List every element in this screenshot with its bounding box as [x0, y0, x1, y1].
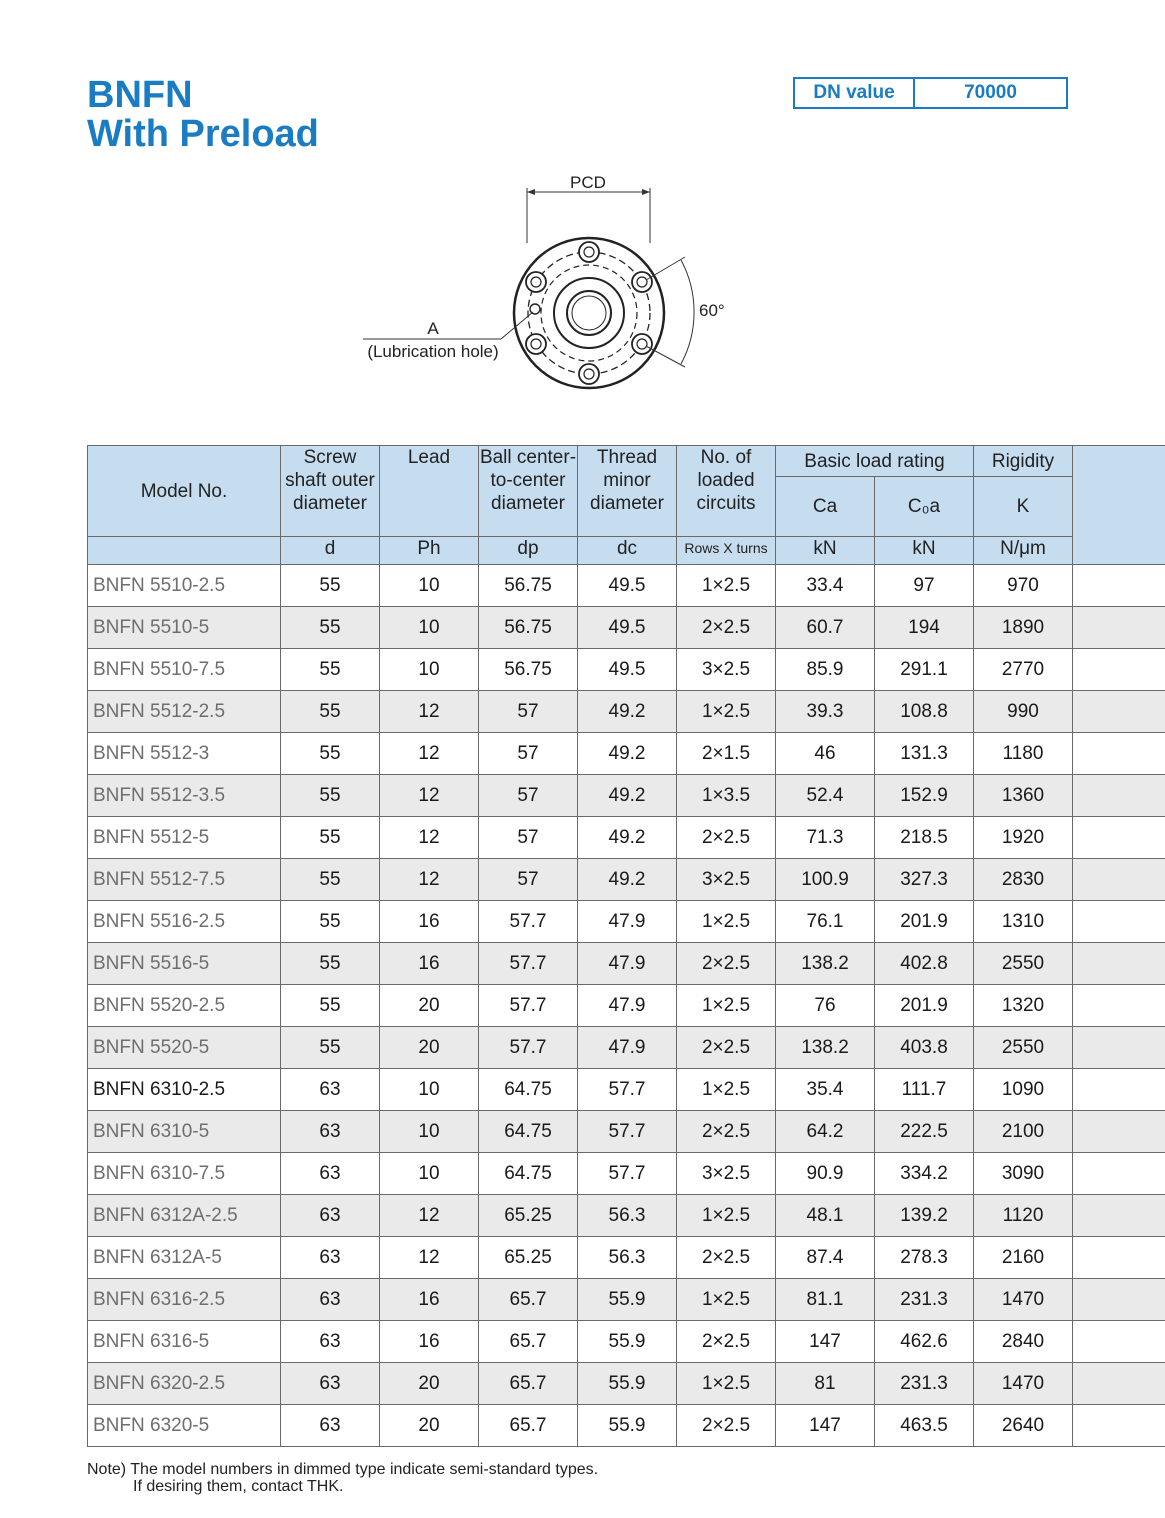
lead-cell: 12 [380, 1237, 479, 1279]
lead-cell: 20 [380, 1027, 479, 1069]
spec-table [87, 445, 1165, 1447]
ball-diameter-cell: 57 [479, 817, 578, 859]
lead-cell: 10 [380, 607, 479, 649]
lead-cell: 12 [380, 817, 479, 859]
screw-diameter-cell: 55 [281, 817, 380, 859]
circuits-cell: 1×2.5 [677, 901, 776, 943]
lead-cell: 12 [380, 691, 479, 733]
lead-cell: 10 [380, 1153, 479, 1195]
ball-diameter-cell: 65.7 [479, 1405, 578, 1447]
angle-arc [681, 260, 694, 364]
rigidity-cell: 1180 [974, 733, 1073, 775]
table-row [88, 1321, 1165, 1363]
circuits-cell: 3×2.5 [677, 649, 776, 691]
lubrication-hole [530, 304, 540, 314]
ca-cell: 90.9 [776, 1153, 875, 1195]
lead-cell: 20 [380, 985, 479, 1027]
extra-cell [1073, 649, 1165, 691]
screw-diameter-cell: 55 [281, 607, 380, 649]
header-thread-l2: minor [603, 470, 651, 491]
c0a-cell: 194 [875, 607, 974, 649]
unit-model [88, 537, 281, 565]
ball-diameter-cell: 65.25 [479, 1237, 578, 1279]
table-row [88, 607, 1165, 649]
header-extra [1073, 446, 1165, 565]
rigidity-cell: 2770 [974, 649, 1073, 691]
ball-diameter-cell: 57.7 [479, 943, 578, 985]
screw-diameter-cell: 55 [281, 691, 380, 733]
header-thread-diameter [578, 446, 677, 537]
ca-cell: 147 [776, 1321, 875, 1363]
screw-diameter-cell: 63 [281, 1111, 380, 1153]
c0a-cell: 462.6 [875, 1321, 974, 1363]
rigidity-cell: 2160 [974, 1237, 1073, 1279]
screw-diameter-cell: 55 [281, 859, 380, 901]
header-model: Model No. [88, 446, 281, 537]
ca-cell: 33.4 [776, 565, 875, 607]
ball-diameter-cell: 65.7 [479, 1279, 578, 1321]
model-cell: BNFN 5512-2.5 [88, 691, 281, 733]
screw-diameter-cell: 63 [281, 1195, 380, 1237]
mount-hole-lower-left-inner [531, 339, 541, 349]
circuits-cell: 2×1.5 [677, 733, 776, 775]
ca-cell: 138.2 [776, 1027, 875, 1069]
c0a-cell: 334.2 [875, 1153, 974, 1195]
model-cell: BNFN 6320-2.5 [88, 1363, 281, 1405]
header-circuits-l1: No. of [700, 447, 752, 468]
header-ball-l3: diameter [491, 493, 565, 514]
circuits-cell: 2×2.5 [677, 1237, 776, 1279]
ball-diameter-cell: 57 [479, 859, 578, 901]
rigidity-cell: 990 [974, 691, 1073, 733]
rigidity-cell: 3090 [974, 1153, 1073, 1195]
ca-cell: 35.4 [776, 1069, 875, 1111]
model-cell: BNFN 5510-7.5 [88, 649, 281, 691]
circuits-cell: 1×2.5 [677, 691, 776, 733]
extra-cell [1073, 1321, 1165, 1363]
circuits-cell: 1×2.5 [677, 1069, 776, 1111]
rigidity-cell: 1090 [974, 1069, 1073, 1111]
ball-diameter-cell: 57 [479, 691, 578, 733]
screw-diameter-cell: 55 [281, 1027, 380, 1069]
c0a-cell: 463.5 [875, 1405, 974, 1447]
model-cell: BNFN 5516-2.5 [88, 901, 281, 943]
unit-k: N/μm [974, 537, 1073, 565]
ca-cell: 48.1 [776, 1195, 875, 1237]
ca-cell: 60.7 [776, 607, 875, 649]
header-thread-l3: diameter [590, 493, 664, 514]
thread-diameter-cell: 47.9 [578, 1027, 677, 1069]
c0a-cell: 201.9 [875, 985, 974, 1027]
thread-diameter-cell: 55.9 [578, 1279, 677, 1321]
lead-cell: 12 [380, 775, 479, 817]
lead-cell: 16 [380, 1321, 479, 1363]
pcd-arrow-left [527, 189, 535, 195]
header-circuits-l2: loaded [697, 470, 755, 491]
thread-diameter-cell: 49.2 [578, 817, 677, 859]
rigidity-cell: 2100 [974, 1111, 1073, 1153]
table-row [88, 775, 1165, 817]
circuits-cell: 1×3.5 [677, 775, 776, 817]
circuits-cell: 3×2.5 [677, 859, 776, 901]
table-row [88, 985, 1165, 1027]
rigidity-cell: 1310 [974, 901, 1073, 943]
lead-cell: 12 [380, 859, 479, 901]
circuits-cell: 2×2.5 [677, 943, 776, 985]
c0a-cell: 402.8 [875, 943, 974, 985]
lead-cell: 12 [380, 1195, 479, 1237]
ball-diameter-cell: 56.75 [479, 607, 578, 649]
extra-cell [1073, 859, 1165, 901]
thread-diameter-cell: 47.9 [578, 943, 677, 985]
ca-cell: 100.9 [776, 859, 875, 901]
model-cell: BNFN 5520-5 [88, 1027, 281, 1069]
model-cell: BNFN 5520-2.5 [88, 985, 281, 1027]
table-row [88, 691, 1165, 733]
thread-diameter-cell: 49.5 [578, 607, 677, 649]
table-row [88, 901, 1165, 943]
header-screw-l3: diameter [293, 493, 367, 514]
model-cell: BNFN 5512-5 [88, 817, 281, 859]
header-ball-l2: to-center [490, 470, 566, 491]
thread-diameter-cell: 47.9 [578, 901, 677, 943]
model-cell: BNFN 6320-5 [88, 1405, 281, 1447]
ball-diameter-cell: 64.75 [479, 1153, 578, 1195]
mount-hole-upper-left-inner [531, 277, 541, 287]
ca-cell: 81.1 [776, 1279, 875, 1321]
circuits-cell: 2×2.5 [677, 1027, 776, 1069]
circuits-cell: 2×2.5 [677, 1111, 776, 1153]
model-cell: BNFN 6312A-5 [88, 1237, 281, 1279]
extra-cell [1073, 1195, 1165, 1237]
ca-cell: 87.4 [776, 1237, 875, 1279]
header-rigidity: Rigidity [974, 446, 1073, 477]
ball-diameter-cell: 56.75 [479, 565, 578, 607]
thread-diameter-cell: 56.3 [578, 1237, 677, 1279]
screw-diameter-cell: 63 [281, 1405, 380, 1447]
footnote-line-1: Note) The model numbers in dimmed type indicate semi-standard types. [87, 1461, 599, 1478]
extra-cell [1073, 943, 1165, 985]
ball-diameter-cell: 65.7 [479, 1363, 578, 1405]
rigidity-cell: 1470 [974, 1279, 1073, 1321]
c0a-cell: 108.8 [875, 691, 974, 733]
circuits-cell: 1×2.5 [677, 985, 776, 1027]
table-row [88, 565, 1165, 607]
thread-diameter-cell: 57.7 [578, 1153, 677, 1195]
lead-cell: 16 [380, 1279, 479, 1321]
screw-diameter-cell: 55 [281, 775, 380, 817]
screw-diameter-cell: 63 [281, 1279, 380, 1321]
c0a-cell: 291.1 [875, 649, 974, 691]
ball-diameter-cell: 57 [479, 775, 578, 817]
rigidity-cell: 2550 [974, 943, 1073, 985]
unit-c0a: kN [875, 537, 974, 565]
model-cell: BNFN 6312A-2.5 [88, 1195, 281, 1237]
model-cell: BNFN 5512-3 [88, 733, 281, 775]
header-thread-l1: Thread [596, 447, 658, 468]
model-cell: BNFN 6316-2.5 [88, 1279, 281, 1321]
rigidity-cell: 2640 [974, 1405, 1073, 1447]
thread-diameter-cell: 57.7 [578, 1069, 677, 1111]
screw-diameter-cell: 63 [281, 1069, 380, 1111]
ca-cell: 147 [776, 1405, 875, 1447]
rigidity-cell: 2830 [974, 859, 1073, 901]
title-line-1: BNFN [87, 74, 193, 116]
c0a-cell: 152.9 [875, 775, 974, 817]
thread-diameter-cell: 49.2 [578, 733, 677, 775]
table-row [88, 1111, 1165, 1153]
ca-cell: 76.1 [776, 901, 875, 943]
page-title [87, 76, 319, 154]
thread-diameter-cell: 55.9 [578, 1363, 677, 1405]
lead-cell: 10 [380, 1111, 479, 1153]
header-ball-diameter [479, 446, 578, 537]
screw-diameter-cell: 55 [281, 901, 380, 943]
angle-label: 60° [699, 301, 725, 320]
extra-cell [1073, 901, 1165, 943]
circuits-cell: 1×2.5 [677, 1363, 776, 1405]
rigidity-cell: 1360 [974, 775, 1073, 817]
c0a-cell: 327.3 [875, 859, 974, 901]
extra-cell [1073, 565, 1165, 607]
header-circuits [677, 446, 776, 537]
c0a-cell: 231.3 [875, 1279, 974, 1321]
dn-label: DN value [795, 79, 915, 107]
ball-diameter-cell: 56.75 [479, 649, 578, 691]
model-cell: BNFN 5510-2.5 [88, 565, 281, 607]
ball-nut-diagram [355, 168, 755, 393]
ball-diameter-cell: 57 [479, 733, 578, 775]
c0a-cell: 218.5 [875, 817, 974, 859]
unit-rows-turns: Rows X turns [677, 537, 776, 565]
c0a-cell: 222.5 [875, 1111, 974, 1153]
header-c0a: C₀a [875, 477, 974, 537]
model-cell: BNFN 5512-3.5 [88, 775, 281, 817]
unit-ca: kN [776, 537, 875, 565]
c0a-cell: 131.3 [875, 733, 974, 775]
ball-diameter-cell: 64.75 [479, 1069, 578, 1111]
extra-cell [1073, 691, 1165, 733]
table-row [88, 1195, 1165, 1237]
thread-diameter-cell: 49.5 [578, 649, 677, 691]
table-row [88, 1153, 1165, 1195]
rigidity-cell: 1320 [974, 985, 1073, 1027]
ca-cell: 81 [776, 1363, 875, 1405]
header-lead: Lead [380, 446, 479, 537]
model-cell: BNFN 5510-5 [88, 607, 281, 649]
model-cell: BNFN 5516-5 [88, 943, 281, 985]
ca-cell: 52.4 [776, 775, 875, 817]
extra-cell [1073, 1069, 1165, 1111]
thread-diameter-cell: 55.9 [578, 1405, 677, 1447]
dn-value-box [793, 77, 1068, 109]
pcd-arrow-right [642, 189, 650, 195]
rigidity-cell: 2840 [974, 1321, 1073, 1363]
ball-diameter-cell: 65.25 [479, 1195, 578, 1237]
c0a-cell: 403.8 [875, 1027, 974, 1069]
angle-extension-top [646, 257, 685, 280]
ca-cell: 64.2 [776, 1111, 875, 1153]
screw-diameter-cell: 55 [281, 649, 380, 691]
unit-d: d [281, 537, 380, 565]
lead-cell: 20 [380, 1363, 479, 1405]
ball-diameter-cell: 57.7 [479, 1027, 578, 1069]
extra-cell [1073, 985, 1165, 1027]
table-row [88, 817, 1165, 859]
circuits-cell: 1×2.5 [677, 1195, 776, 1237]
ca-cell: 46 [776, 733, 875, 775]
header-screw-l2: shaft outer [285, 470, 375, 491]
table-row [88, 733, 1165, 775]
lead-cell: 16 [380, 943, 479, 985]
c0a-cell: 97 [875, 565, 974, 607]
extra-cell [1073, 1279, 1165, 1321]
screw-diameter-cell: 55 [281, 565, 380, 607]
lead-cell: 10 [380, 649, 479, 691]
thread-diameter-cell: 49.2 [578, 775, 677, 817]
footnote [87, 1461, 598, 1495]
extra-cell [1073, 1027, 1165, 1069]
mount-hole-lower-right-inner [637, 339, 647, 349]
table-row [88, 859, 1165, 901]
screw-diameter-cell: 55 [281, 985, 380, 1027]
rigidity-cell: 1470 [974, 1363, 1073, 1405]
spec-table-body [88, 565, 1165, 1447]
circuits-cell: 3×2.5 [677, 1153, 776, 1195]
extra-cell [1073, 1405, 1165, 1447]
mount-hole-bottom-inner [584, 369, 594, 379]
header-circuits-l3: circuits [696, 493, 756, 514]
circuits-cell: 1×2.5 [677, 1279, 776, 1321]
unit-dc: dc [578, 537, 677, 565]
screw-diameter-cell: 63 [281, 1237, 380, 1279]
rigidity-cell: 1120 [974, 1195, 1073, 1237]
unit-ph: Ph [380, 537, 479, 565]
thread-diameter-cell: 55.9 [578, 1321, 677, 1363]
thread-diameter-cell: 49.2 [578, 691, 677, 733]
mount-hole-upper-right-inner [637, 277, 647, 287]
ball-diameter-cell: 57.7 [479, 985, 578, 1027]
ca-cell: 71.3 [776, 817, 875, 859]
screw-diameter-cell: 55 [281, 733, 380, 775]
header-ball-l1: Ball center- [479, 447, 577, 468]
table-row [88, 943, 1165, 985]
model-cell: BNFN 6310-5 [88, 1111, 281, 1153]
extra-cell [1073, 607, 1165, 649]
ca-cell: 76 [776, 985, 875, 1027]
table-row [88, 1279, 1165, 1321]
table-row [88, 1237, 1165, 1279]
table-row [88, 649, 1165, 691]
circuits-cell: 2×2.5 [677, 1405, 776, 1447]
pcd-label: PCD [570, 173, 606, 192]
thread-diameter-cell: 49.5 [578, 565, 677, 607]
extra-cell [1073, 817, 1165, 859]
lead-cell: 12 [380, 733, 479, 775]
thread-diameter-cell: 47.9 [578, 985, 677, 1027]
rigidity-cell: 1890 [974, 607, 1073, 649]
c0a-cell: 111.7 [875, 1069, 974, 1111]
circuits-cell: 1×2.5 [677, 565, 776, 607]
ball-diameter-cell: 57.7 [479, 901, 578, 943]
thread-diameter-cell: 57.7 [578, 1111, 677, 1153]
model-cell: BNFN 6310-2.5 [88, 1069, 281, 1111]
dn-value: 70000 [964, 82, 1017, 103]
c0a-cell: 139.2 [875, 1195, 974, 1237]
lead-cell: 20 [380, 1405, 479, 1447]
lead-cell: 10 [380, 1069, 479, 1111]
screw-diameter-cell: 63 [281, 1321, 380, 1363]
lubrication-hole-letter: A [427, 319, 439, 338]
unit-dp: dp [479, 537, 578, 565]
title-line-2: With Preload [87, 113, 319, 155]
c0a-cell: 201.9 [875, 901, 974, 943]
rigidity-cell: 2550 [974, 1027, 1073, 1069]
thread-diameter-cell: 49.2 [578, 859, 677, 901]
extra-cell [1073, 775, 1165, 817]
circuits-cell: 2×2.5 [677, 1321, 776, 1363]
mount-hole-top-inner [584, 247, 594, 257]
circuits-cell: 2×2.5 [677, 607, 776, 649]
ca-cell: 85.9 [776, 649, 875, 691]
table-row [88, 1069, 1165, 1111]
screw-diameter-cell: 63 [281, 1153, 380, 1195]
extra-cell [1073, 1153, 1165, 1195]
table-row [88, 1363, 1165, 1405]
lead-cell: 16 [380, 901, 479, 943]
extra-cell [1073, 1363, 1165, 1405]
header-ca: Ca [776, 477, 875, 537]
ball-diameter-cell: 64.75 [479, 1111, 578, 1153]
header-k: K [974, 477, 1073, 537]
lubrication-hole-label: (Lubrication hole) [367, 342, 499, 361]
header-load-rating: Basic load rating [776, 446, 974, 477]
ball-diameter-cell: 65.7 [479, 1321, 578, 1363]
rigidity-cell: 1920 [974, 817, 1073, 859]
c0a-cell: 278.3 [875, 1237, 974, 1279]
circuits-cell: 2×2.5 [677, 817, 776, 859]
extra-cell [1073, 733, 1165, 775]
screw-diameter-cell: 55 [281, 943, 380, 985]
lead-cell: 10 [380, 565, 479, 607]
model-cell: BNFN 5512-7.5 [88, 859, 281, 901]
model-cell: BNFN 6310-7.5 [88, 1153, 281, 1195]
header-screw-diameter [281, 446, 380, 537]
extra-cell [1073, 1111, 1165, 1153]
header-screw-l1: Screw [303, 447, 357, 468]
angle-extension-bottom [646, 346, 685, 367]
ca-cell: 138.2 [776, 943, 875, 985]
c0a-cell: 231.3 [875, 1363, 974, 1405]
ca-cell: 39.3 [776, 691, 875, 733]
thread-diameter-cell: 56.3 [578, 1195, 677, 1237]
table-row [88, 1405, 1165, 1447]
screw-diameter-cell: 63 [281, 1363, 380, 1405]
model-cell: BNFN 6316-5 [88, 1321, 281, 1363]
footnote-line-2: If desiring them, contact THK. [133, 1478, 344, 1495]
rigidity-cell: 970 [974, 565, 1073, 607]
table-row [88, 1027, 1165, 1069]
extra-cell [1073, 1237, 1165, 1279]
